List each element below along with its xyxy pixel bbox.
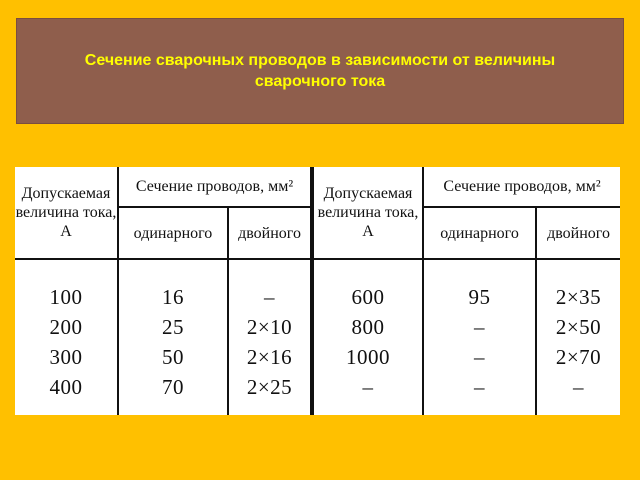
- table-cell: 50: [162, 345, 184, 369]
- single-values-left: [118, 259, 228, 415]
- table-row: [15, 259, 620, 415]
- table-cell: –: [362, 375, 374, 399]
- header-current-right: Допускаемая величина тока, А: [312, 167, 423, 259]
- table-cell: –: [474, 345, 486, 369]
- table-cell: –: [474, 315, 486, 339]
- table-cell: 70: [162, 375, 184, 399]
- table-cell: 300: [49, 345, 83, 369]
- table-cell: 200: [49, 315, 83, 339]
- table-cell: –: [573, 375, 585, 399]
- table-cell: –: [264, 285, 275, 309]
- table-cell: –: [474, 375, 486, 399]
- header-single-right: одинарного: [423, 207, 536, 259]
- table-cell: 2×35: [555, 285, 602, 309]
- table-cell: 1000: [346, 345, 391, 369]
- table-cell: 16: [162, 285, 184, 309]
- title-banner: [16, 18, 624, 124]
- cross-section-table: [15, 167, 620, 415]
- table-cell: 400: [49, 375, 83, 399]
- table-cell: 25: [162, 315, 184, 339]
- table-cell: 2×10: [246, 315, 293, 339]
- current-values-right: [312, 259, 423, 415]
- welding-wire-table: [15, 167, 620, 415]
- table-cell: 100: [49, 285, 83, 309]
- table-cell: 800: [351, 315, 385, 339]
- slide-title: Сечение сварочных проводов в зависимости от величины сварочного тока: [84, 52, 556, 90]
- table-cell: 2×16: [246, 345, 293, 369]
- header-current-left: Допускаемая величина тока, А: [15, 167, 118, 259]
- table-cell: 2×50: [555, 315, 602, 339]
- header-single-left: одинарного: [118, 207, 228, 259]
- header-double-right: двойного: [536, 207, 620, 259]
- current-values-left: [15, 259, 118, 415]
- header-section-right: Сечение проводов, мм²: [423, 167, 620, 207]
- double-values-right: [536, 259, 620, 415]
- table-cell: 2×25: [246, 375, 293, 399]
- single-values-right: [423, 259, 536, 415]
- table-cell: 2×70: [555, 345, 602, 369]
- double-values-left: [228, 259, 312, 415]
- table-cell: 95: [468, 285, 491, 309]
- header-double-left: двойного: [228, 207, 312, 259]
- header-section-left: Сечение проводов, мм²: [118, 167, 312, 207]
- table-cell: 600: [351, 285, 385, 309]
